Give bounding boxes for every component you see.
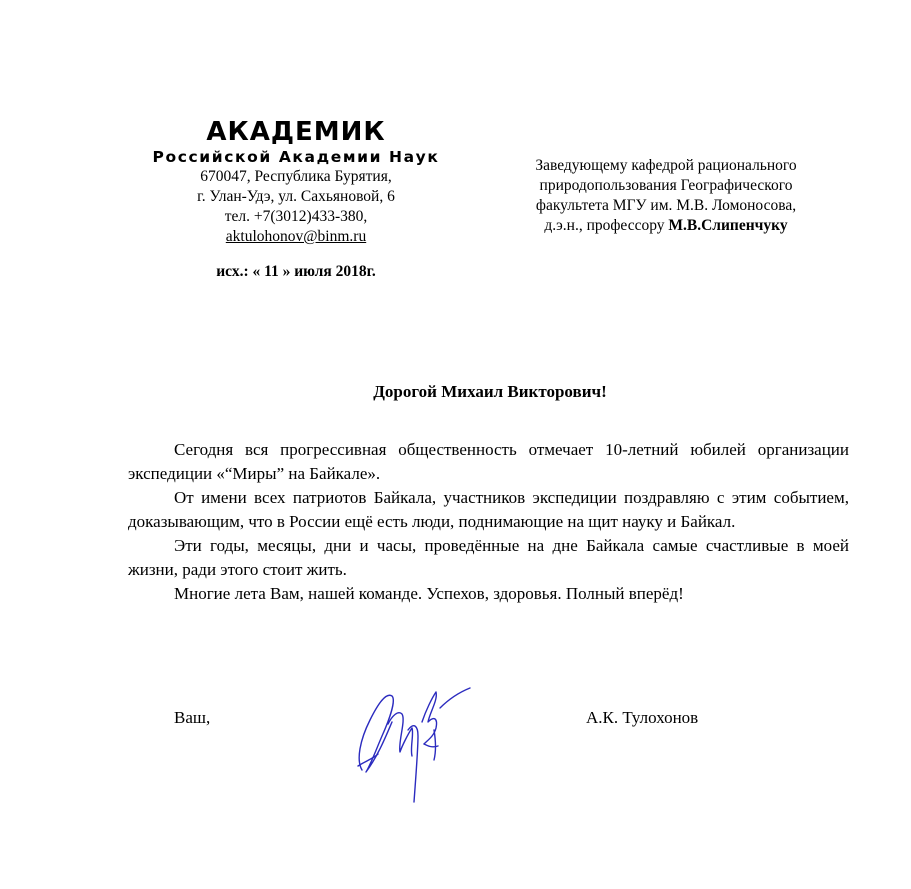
recipient-line3: факультета МГУ им. М.В. Ломоносова, bbox=[535, 197, 797, 214]
sender-address-line1: 670047, Республика Бурятия, bbox=[200, 168, 392, 185]
sender-phone: тел. +7(3012)433-380, bbox=[224, 208, 368, 225]
sender-title: АКАДЕМИК bbox=[206, 117, 386, 147]
closing: Ваш, bbox=[174, 708, 211, 727]
recipient-block bbox=[498, 156, 834, 236]
sender-address-line2: г. Улан-Удэ, ул. Сахьяновой, 6 bbox=[197, 188, 395, 205]
sender-block bbox=[110, 116, 482, 282]
recipient-line2: природопользования Географического bbox=[539, 177, 793, 194]
body-paragraph-4: Многие лета Вам, нашей команде. Успехов, здоровья. Полный вперёд! bbox=[174, 584, 684, 603]
recipient-line4 bbox=[498, 216, 834, 236]
body-paragraph-1: Сегодня вся прогрессивная общественность отмечает 10-летний юбилей организации экспедиции «“Миры” на Байкале». bbox=[128, 440, 849, 483]
sender-email-link[interactable]: aktulohonov@binm.ru bbox=[225, 228, 367, 245]
handwritten-signature bbox=[352, 670, 482, 810]
body-paragraph-2: От имени всех патриотов Байкала, участников экспедиции поздравляю с этим событием, доказывающим, что в России ещё есть люди, поднимающие на щит науку и Байкал. bbox=[128, 488, 849, 531]
recipient-title: д.э.н., профессору bbox=[544, 217, 669, 234]
sender-subtitle: Российской Академии Наук bbox=[152, 148, 440, 166]
greeting: Дорогой Михаил Викторович! bbox=[373, 382, 607, 401]
recipient-name: М.В.Слипенчуку bbox=[668, 217, 788, 234]
body-paragraph-3: Эти годы, месяцы, дни и часы, проведённые на дне Байкала самые счастливые в моей жизни, ради этого стоит жить. bbox=[128, 536, 849, 579]
signer-name: А.К. Тулохонов bbox=[586, 708, 699, 727]
letter-body bbox=[128, 438, 849, 606]
outgoing-reference: исх.: « 11 » июля 2018г. bbox=[216, 263, 376, 280]
recipient-line1: Заведующему кафедрой рационального bbox=[535, 157, 797, 174]
